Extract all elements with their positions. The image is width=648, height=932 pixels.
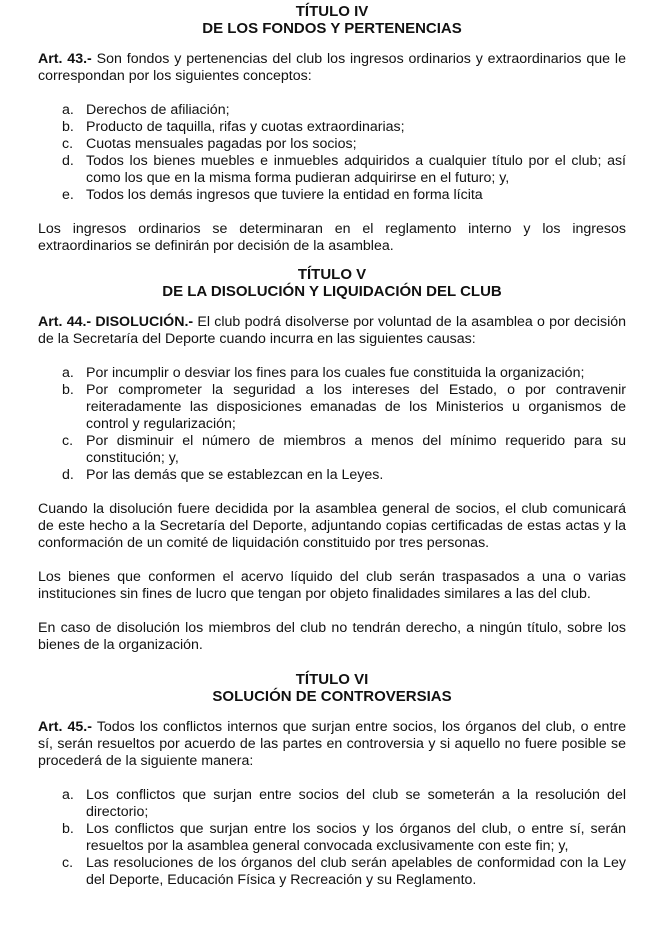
title-iv — [38, 3, 626, 37]
article-44-paragraph-1: Cuando la disolución fuere decidida por la asamblea general de socios, el club comunicará de este hecho a la Secretaría del Deporte, adjuntando copias certificadas de estas actas y la conformación de un comité de liquidación constituido por tres personas. — [38, 501, 626, 551]
title-iv-number: TÍTULO IV — [295, 3, 369, 20]
list-item: b. Producto de taquilla, rifas y cuotas extraordinarias; — [62, 119, 405, 135]
article-43-list — [38, 102, 626, 204]
article-44-paragraph-2: Los bienes que conformen el acervo líquido del club serán traspasados a una o varias instituciones sin fines de lucro que tengan por objeto finalidades similares a las del club. — [38, 569, 626, 602]
article-43-intro — [38, 51, 626, 85]
article-43-text: Son fondos y pertenencias del club los ingresos ordinarios y extraordinarios que le correspondan por los siguientes conceptos: — [38, 51, 626, 84]
article-45-label: Art. 45.- — [38, 719, 92, 735]
article-45-intro — [38, 719, 626, 770]
article-44-label: Art. 44.- DISOLUCIÓN.- — [38, 314, 194, 330]
title-vi-heading: SOLUCIÓN DE CONTROVERSIAS — [212, 688, 452, 705]
article-44-list — [38, 365, 626, 484]
title-iv-heading: DE LOS FONDOS Y PERTENENCIAS — [202, 20, 462, 37]
list-item: a. Derechos de afiliación; — [62, 102, 230, 118]
list-item: c. Las resoluciones de los órganos del club serán apelables de conformidad con la Ley del Deporte, Educación Física y Recreación y su Reglamento. — [62, 855, 626, 888]
article-45-text: Todos los conflictos internos que surjan entre socios, los órganos del club, o entre sí, serán resueltos por acuerdo de las partes en controversia y si aquello no fuere posible se procederá de la siguiente manera: — [38, 719, 626, 769]
article-44-text: El club podrá disolverse por voluntad de la asamblea o por decisión de la Secretaría del Deporte cuando incurra en las siguientes causas: — [38, 314, 626, 347]
list-item: b. Por comprometer la seguridad a los intereses del Estado, o por contravenir reiteradamente las disposiciones emanadas de los Ministerios u organismos de control y regularización; — [62, 382, 626, 432]
title-vi-number: TÍTULO VI — [295, 671, 369, 688]
article-43-closing: Los ingresos ordinarios se determinaran en el reglamento interno y los ingresos extraordinarios se definirán por decisión de la asamblea. — [38, 221, 626, 254]
title-v-number: TÍTULO V — [297, 266, 367, 283]
title-vi — [38, 671, 626, 705]
list-item: c. Por disminuir el número de miembros a menos del mínimo requerido para su constitución; y, — [62, 433, 626, 466]
article-44-paragraph-3: En caso de disolución los miembros del club no tendrán derecho, a ningún título, sobre los bienes de la organización. — [38, 620, 626, 653]
article-43-label: Art. 43.- — [38, 51, 92, 67]
list-item: a. Los conflictos que surjan entre socios del club se someterán a la resolución del directorio; — [62, 787, 626, 820]
article-45-list — [38, 787, 626, 889]
article-44-intro — [38, 314, 626, 348]
list-item: a. Por incumplir o desviar los fines para los cuales fue constituida la organización; — [62, 365, 585, 381]
list-item: b. Los conflictos que surjan entre los socios y los órganos del club, o entre sí, serán resueltos por la asamblea general convocada exclusivamente con este fin; y, — [62, 821, 626, 854]
list-item: e. Todos los demás ingresos que tuviere la entidad en forma lícita — [62, 187, 483, 203]
list-item: d. Por las demás que se establezcan en la Leyes. — [62, 467, 384, 483]
title-v-heading: DE LA DISOLUCIÓN Y LIQUIDACIÓN DEL CLUB — [162, 283, 502, 300]
list-item: c. Cuotas mensuales pagadas por los socios; — [62, 136, 357, 152]
title-v — [38, 266, 626, 300]
list-item: d. Todos los bienes muebles e inmuebles adquiridos a cualquier título por el club; así como los que en la misma forma pudieran adquirirse en el futuro; y, — [62, 153, 626, 186]
